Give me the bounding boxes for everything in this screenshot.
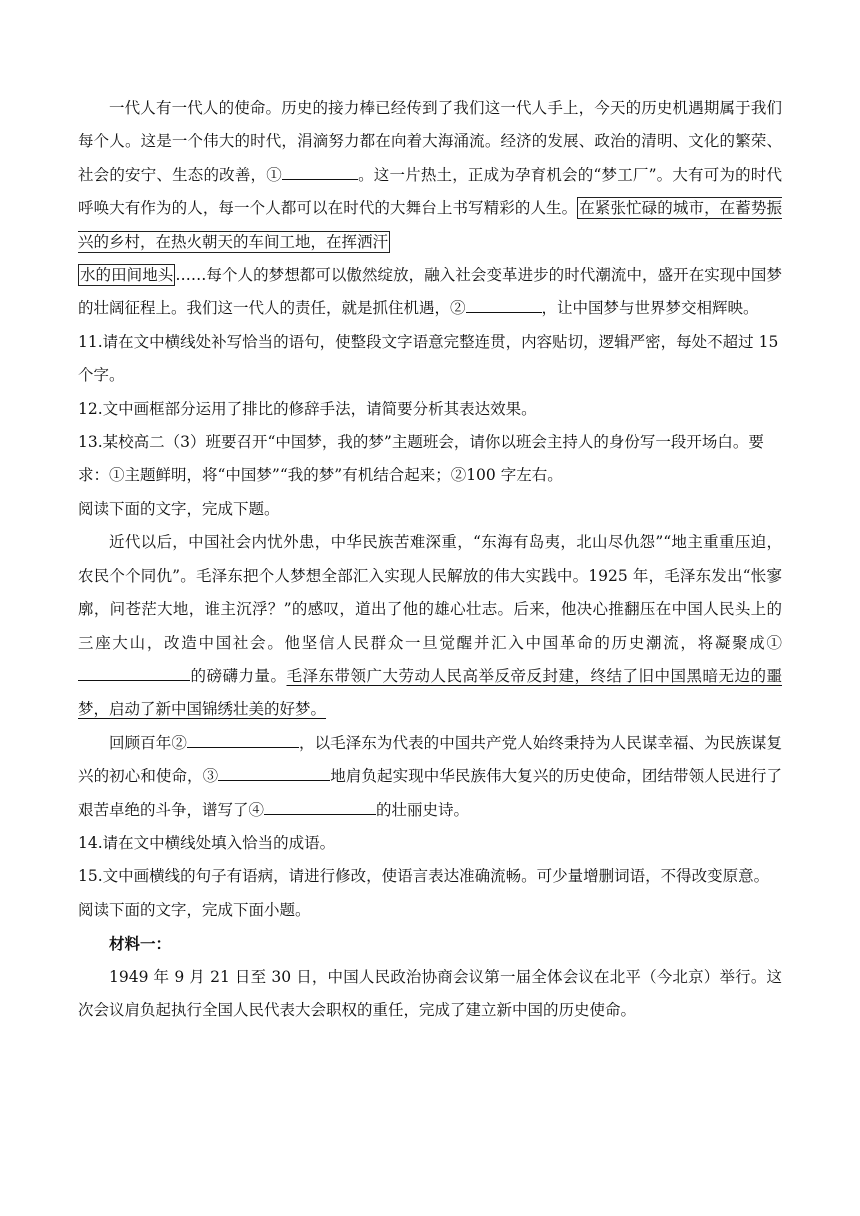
passage-2-text-a: 近代以后，中国社会内忧外患，中华民族苦难深重，“东海有岛夷，北山尽仇怨”“地主重重压迫，农民个个同仇”。毛泽东把个人梦想全部汇入实现人民解放的伟大实践中。1925 年，毛泽东发出“怅寥廓，问苍茫大地，谁主沉浮？”的感叹，道出了他的雄心壮志。后来，他决心推翻压在中国人民头上的三座大山，改造中国社会。他坚信人民群众一旦觉醒并汇入中国革命的历史潮流，将凝聚成① — [78, 533, 782, 652]
passage-2-paragraph-1 — [78, 526, 782, 726]
underlined-faulty-sentence: 毛泽东带领广大劳动人民高举反帝反封建，终结了旧中国黑暗无边的噩梦，启动了新中国锦绣壮美的好梦。 — [78, 666, 782, 719]
question-13: 13.某校高二（3）班要召开“中国梦，我的梦”主题班会，请你以班会主持人的身份写一段开场白。要求：①主题鲜明，将“中国梦”“我的梦”有机结合起来；②100 字左右。 — [78, 433, 764, 485]
reading-instruction-2: 阅读下面的文字，完成下面小题。 — [78, 900, 311, 919]
passage-1-text-c: ……每个人的梦想都可以傲然绽放，融入社会变革进步的时代潮流中，盛开在实现中国梦的壮阔征程上。我们这一代人的责任，就是抓住机遇，② — [78, 266, 782, 318]
idiom-blank-4[interactable] — [264, 797, 376, 814]
idiom-blank-2[interactable] — [187, 730, 299, 747]
passage-2-text-b: 的磅礴力量。 — [190, 666, 287, 685]
passage-2-text-f: 的壮丽史诗。 — [376, 800, 470, 819]
question-15: 15.文中画横线的句子有语病，请进行修改，使语言表达准确流畅。可少量增删词语，不得改变原意。 — [78, 867, 770, 886]
idiom-blank-3[interactable] — [218, 764, 330, 781]
material-text: 1949 年 9 月 21 日至 30 日，中国人民政治协商会议第一届全体会议在北平（今北京）举行。这次会议肩负起执行全国人民代表大会职权的重任，完成了建立新中国的历史使命。 — [78, 967, 782, 1019]
question-12: 12.文中画框部分运用了排比的修辞手法，请简要分析其表达效果。 — [78, 399, 537, 418]
answer-blank-2[interactable] — [466, 296, 542, 313]
passage-2-text-c: 回顾百年② — [109, 733, 187, 752]
passage-2-text-d: ，以毛泽东为代表的中国共产党人始终秉持为人民谋幸福、为民族谋复兴的初心和使命，③ — [78, 733, 782, 786]
passage-1-text-d: ，让中国梦与世界梦交相辉映。 — [541, 299, 759, 318]
passage-1-text-b: 。这一片热土，正成为孕育机会的“梦工厂”。大有可为的时代呼唤大有作为的人，每一个人都可以在时代的大舞台上书写精彩的人生。 — [78, 165, 782, 218]
passage-2-paragraph-2 — [78, 727, 782, 827]
material-heading: 材料一： — [109, 934, 172, 954]
idiom-blank-1[interactable] — [78, 664, 190, 681]
question-11: 11.请在文中横线处补写恰当的语句，使整段文字语意完整连贯，内容贴切，逻辑严密，每处不超过 15 个字。 — [78, 332, 779, 385]
passage-1 — [78, 92, 782, 326]
answer-blank-1[interactable] — [282, 163, 358, 180]
passage-2-text-e: 地肩负起实现中华民族伟大复兴的历史使命，团结带领人民进行了艰苦卓绝的斗争，谱写了④ — [78, 767, 782, 819]
passage-1-text-a: 一代人有一代人的使命。历史的接力棒已经传到了我们这一代人手上，今天的历史机遇期属于我们每个人。这是一个伟大的时代，涓滴努力都在向着大海涌流。经济的发展、政治的清明、文化的繁荣、社会的安宁、生态的改善，① — [78, 99, 782, 184]
reading-instruction-1: 阅读下面的文字，完成下题。 — [78, 499, 280, 518]
boxed-parallelism-part-1: 在紧张忙碌的城市，在蓄势振兴的乡村，在热火朝天的车间工地，在挥洒汗 — [78, 199, 782, 251]
question-14: 14.请在文中横线处填入恰当的成语。 — [78, 833, 336, 852]
boxed-parallelism-part-2: 水的田间地头 — [80, 266, 174, 285]
page-content — [78, 92, 782, 1027]
